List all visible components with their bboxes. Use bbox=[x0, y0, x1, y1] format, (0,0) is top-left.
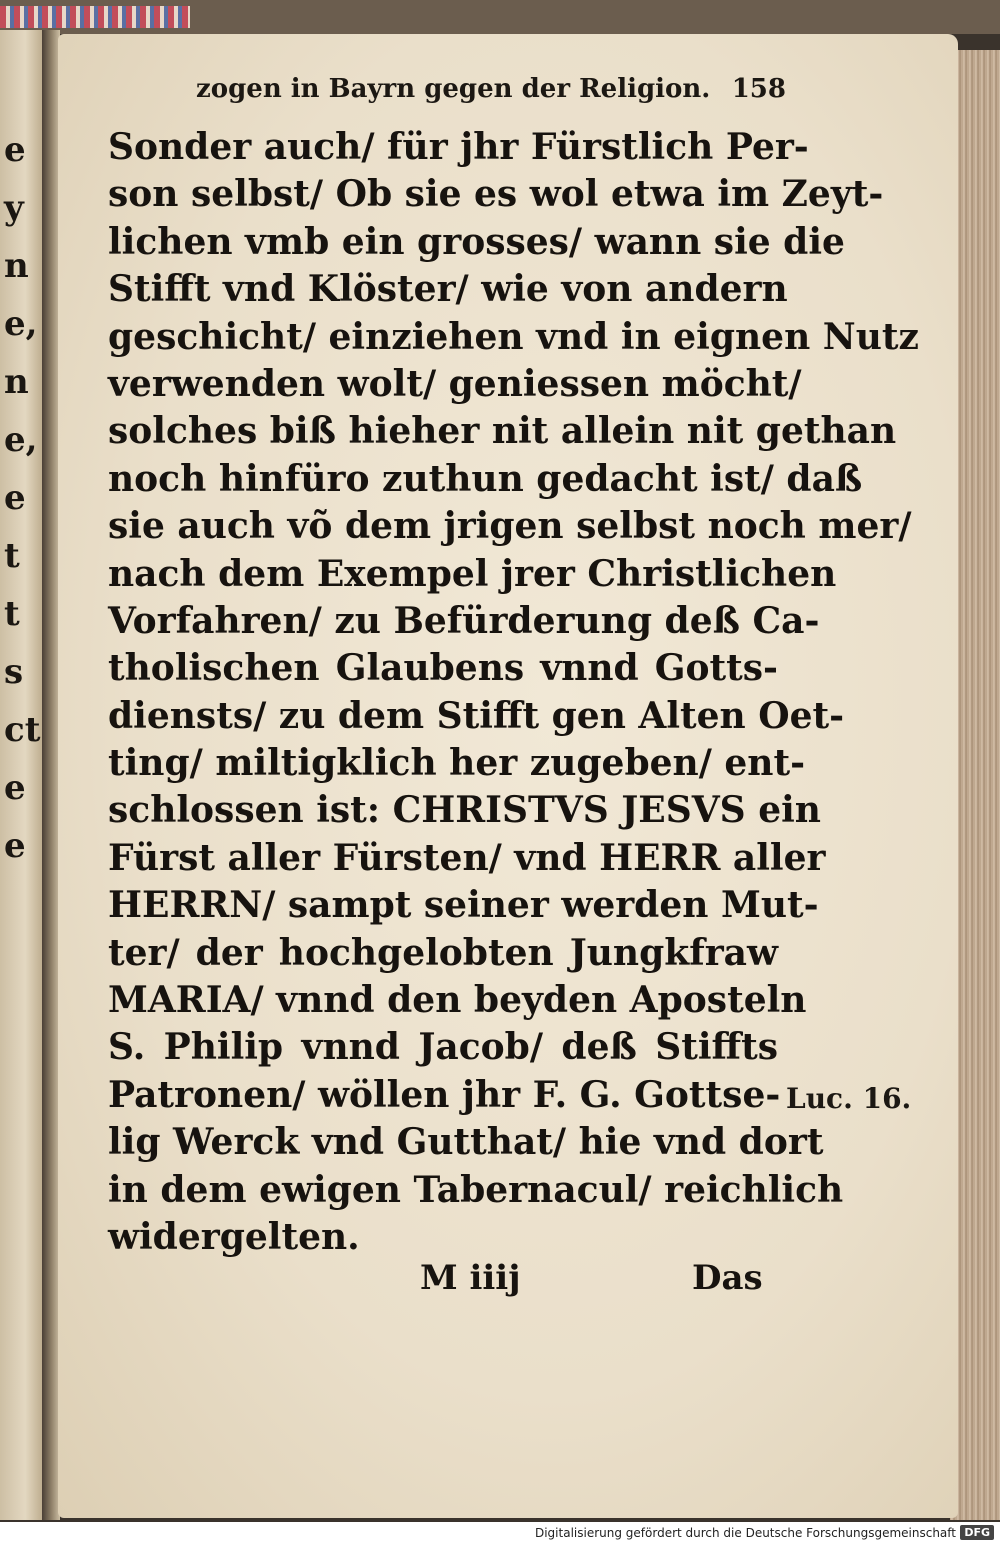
text-line: Fürst aller Fürsten/ vnd HERR aller bbox=[108, 836, 826, 879]
text-line: Patronen/ wöllen jhr F. G. Gottse- bbox=[108, 1073, 781, 1116]
left-page-fragment: e bbox=[4, 478, 26, 518]
catchword: Das bbox=[692, 1258, 763, 1298]
left-page-fragment: e bbox=[4, 130, 26, 170]
left-page-fragment: e, bbox=[4, 304, 38, 344]
text-line: tholischen Glaubens vnnd Gotts- bbox=[108, 647, 778, 690]
left-page-fragment: t bbox=[4, 536, 20, 576]
left-page-fragment: e, bbox=[4, 420, 38, 460]
text-line: S. Philip vnnd Jacob/ deß Stiffts bbox=[108, 1026, 778, 1069]
left-page-fragment: n bbox=[4, 246, 29, 286]
footer-bar bbox=[0, 1522, 1000, 1545]
text-line: ting/ miltigklich her zugeben/ ent- bbox=[108, 742, 806, 785]
left-page-edge bbox=[0, 30, 44, 1520]
text-line: MARIA/ vnnd den beyden Aposteln bbox=[108, 979, 807, 1022]
text-line: lig Werck vnd Gutthat/ hie vnd dort bbox=[108, 1121, 824, 1164]
text-line: verwenden wolt/ geniessen möcht/ bbox=[108, 362, 802, 405]
text-line: Sonder auch/ für jhr Fürstlich Per- bbox=[108, 126, 809, 168]
left-page-fragment: n bbox=[4, 362, 29, 402]
text-line: ter/ der hochgelobten Jungkfraw bbox=[108, 931, 778, 974]
text-line: lichen vmb ein grosses/ wann sie die bbox=[108, 220, 845, 263]
text-line: son selbst/ Ob sie es wol etwa im Zeyt- bbox=[108, 173, 884, 216]
text-line: in dem ewigen Tabernacul/ reichlich bbox=[108, 1168, 844, 1211]
dfg-logo: DFG bbox=[960, 1525, 994, 1540]
text-line: geschicht/ einziehen vnd in eignen Nutz bbox=[108, 315, 919, 358]
page-number: 158 bbox=[731, 74, 786, 104]
book-top-edge bbox=[0, 0, 1000, 34]
funding-credit: Digitalisierung gefördert durch die Deutsche Forschungsgemeinschaft bbox=[534, 1526, 956, 1540]
running-title: zogen in Bayrn gegen der Religion. bbox=[196, 74, 711, 104]
left-page-fragment: y bbox=[4, 188, 24, 228]
text-line: Stifft vnd Klöster/ wie von andern bbox=[108, 268, 788, 311]
signature-mark: M iiij bbox=[420, 1258, 521, 1298]
left-page-fragment: e bbox=[4, 826, 26, 866]
left-page-fragment: t bbox=[4, 594, 20, 634]
left-page-fragment: ct bbox=[4, 710, 41, 750]
text-line: solches biß hieher nit allein nit gethan bbox=[108, 410, 897, 453]
text-line: diensts/ zu dem Stifft gen Alten Oet- bbox=[108, 694, 845, 737]
text-line: widergelten. bbox=[108, 1215, 360, 1258]
text-line: sie auch võ dem jrigen selbst noch mer/ bbox=[108, 505, 912, 548]
headband bbox=[0, 6, 190, 28]
text-line: Vorfahren/ zu Befürderung deß Ca- bbox=[108, 599, 820, 642]
left-page-fragment: s bbox=[4, 652, 24, 692]
text-line: HERRN/ sampt seiner werden Mut- bbox=[108, 884, 819, 927]
text-line: schlossen ist: CHRISTVS JESVS ein bbox=[108, 789, 821, 832]
text-line: nach dem Exempel jrer Christlichen bbox=[108, 552, 837, 595]
marginal-note: Luc. 16. bbox=[786, 1082, 912, 1115]
text-line: noch hinfüro zuthun gedacht ist/ daß bbox=[108, 457, 863, 500]
left-page-fragment: e bbox=[4, 768, 26, 808]
